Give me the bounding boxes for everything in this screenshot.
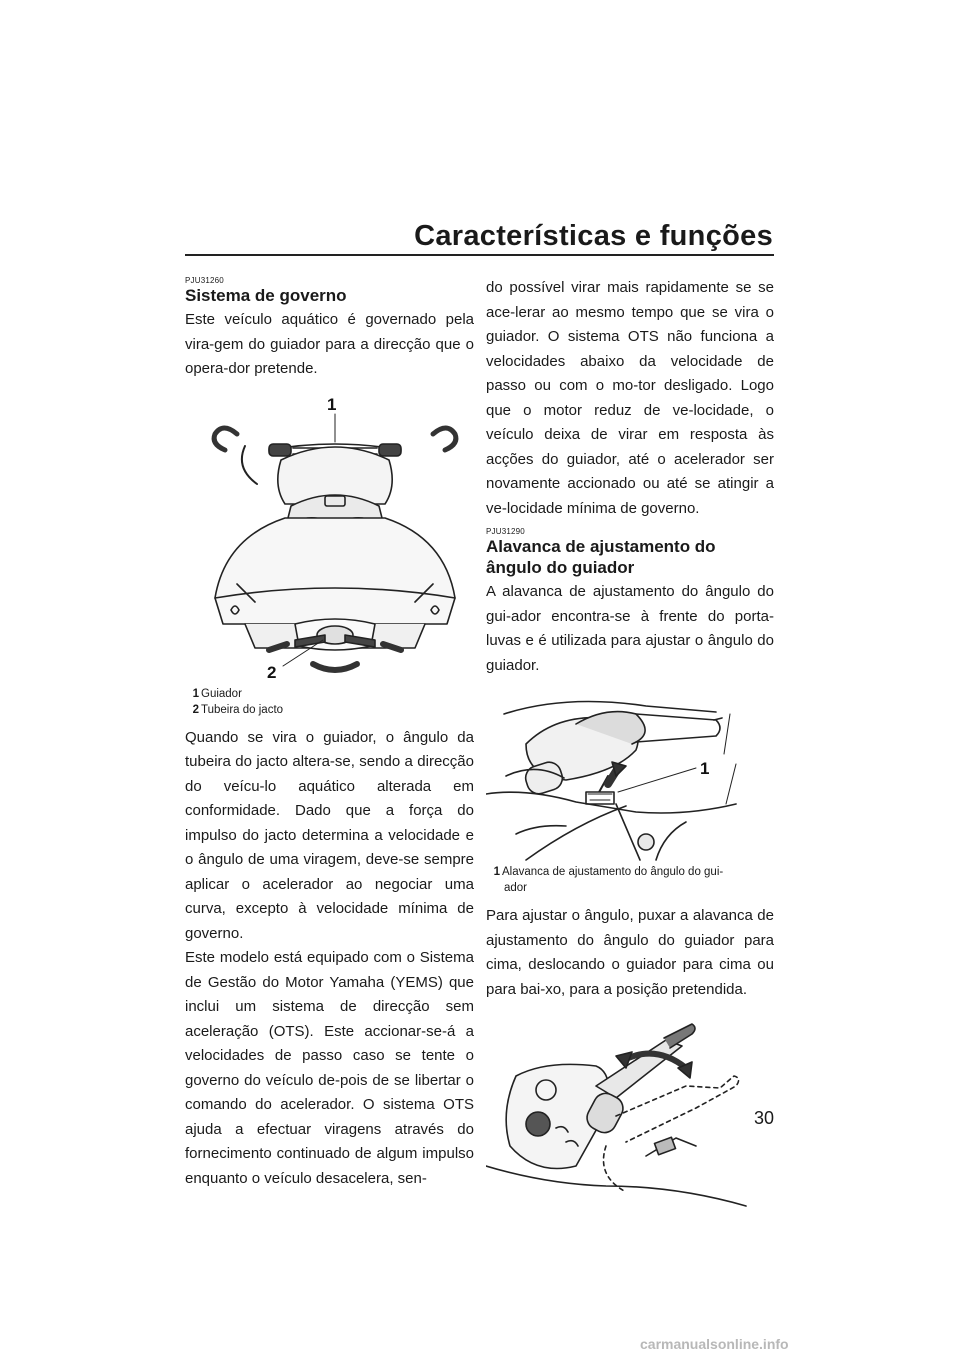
callout-1: 1	[327, 394, 337, 414]
page-number: 30	[753, 1108, 774, 1128]
page-header-title: Características e funções	[414, 220, 773, 252]
adjustment-lever-illustration	[486, 684, 774, 862]
callout-2: 2	[267, 662, 277, 682]
handlebar-tilt-illustration	[486, 1016, 774, 1216]
paragraph: Este veículo aquático é governado pela vira-gem do guiador para a direcção que o opera-dor pretende.	[185, 311, 474, 377]
jet-ski-steering-illustration	[185, 388, 474, 684]
section-code: PJU31290	[486, 527, 525, 536]
section-heading-steering: Sistema de governo	[185, 286, 347, 305]
figure-caption	[185, 686, 474, 718]
paragraph: do possível virar mais rapidamente se se ace-lerar ao mesmo tempo que se vira o guiador. O sistema OTS não funciona a velocidades abaixo da velocidade de passo ou com o mo-tor desligado. Logo que o motor reduz de ve-locidade, o veículo deixa de virar em resposta às acções do guiador, até o acelerador ser novamente accionado ou até se atingir a ve-locidade mínima de governo.	[486, 279, 774, 517]
section-heading-handlebar-angle: Alavanca de ajustamento do ângulo do guiador	[486, 537, 716, 577]
paragraph: Este modelo está equipado com o Sistema de Gestão do Motor Yamaha (YEMS) que inclui um sistema de direcção sem aceleração (OTS). Este accionar-se-á a velocidades de passo caso se tente o governo do veículo de-pois de se libertar o comando do acelerador. O sistema OTS ajuda a efectuar viragens através do fornecimento continuado de algum impulso enquanto o veículo desacelera, sen-	[185, 949, 474, 1187]
caption-item: 1 Guiador	[192, 687, 242, 700]
watermark-url: carmanualsonline.info	[640, 1336, 789, 1352]
paragraph: Quando se vira o guiador, o ângulo da tubeira do jacto altera-se, sendo a direcção do veícu-lo aquático alterada em conformidade. Dado que a força do impulso do jacto determina a velocidade e o ângulo de uma viragem, deve-se sempre aplicar o acelerador ao negociar uma curva, excepto à velocidade mínima de governo.	[185, 728, 474, 942]
right-column	[486, 276, 774, 1218]
callout-1: 1	[700, 759, 710, 778]
figure-caption: 1 Alavanca de ajustamento do ângulo do gui- ador	[493, 866, 724, 894]
paragraph: A alavanca de ajustamento do ângulo do gui-ador encontra-se à frente do porta-luvas e é utilizada para ajustar o ângulo do guiador.	[486, 583, 774, 674]
section-code: PJU31260	[185, 276, 224, 285]
caption-item: 2 Tubeira do jacto	[192, 703, 284, 716]
header-rule	[185, 254, 774, 256]
paragraph: Para ajustar o ângulo, puxar a alavanca de ajustamento do ângulo do guiador para cima, deslocando o guiador para cima ou para bai-xo, para a posição pretendida.	[486, 907, 774, 998]
left-column	[185, 276, 474, 1191]
